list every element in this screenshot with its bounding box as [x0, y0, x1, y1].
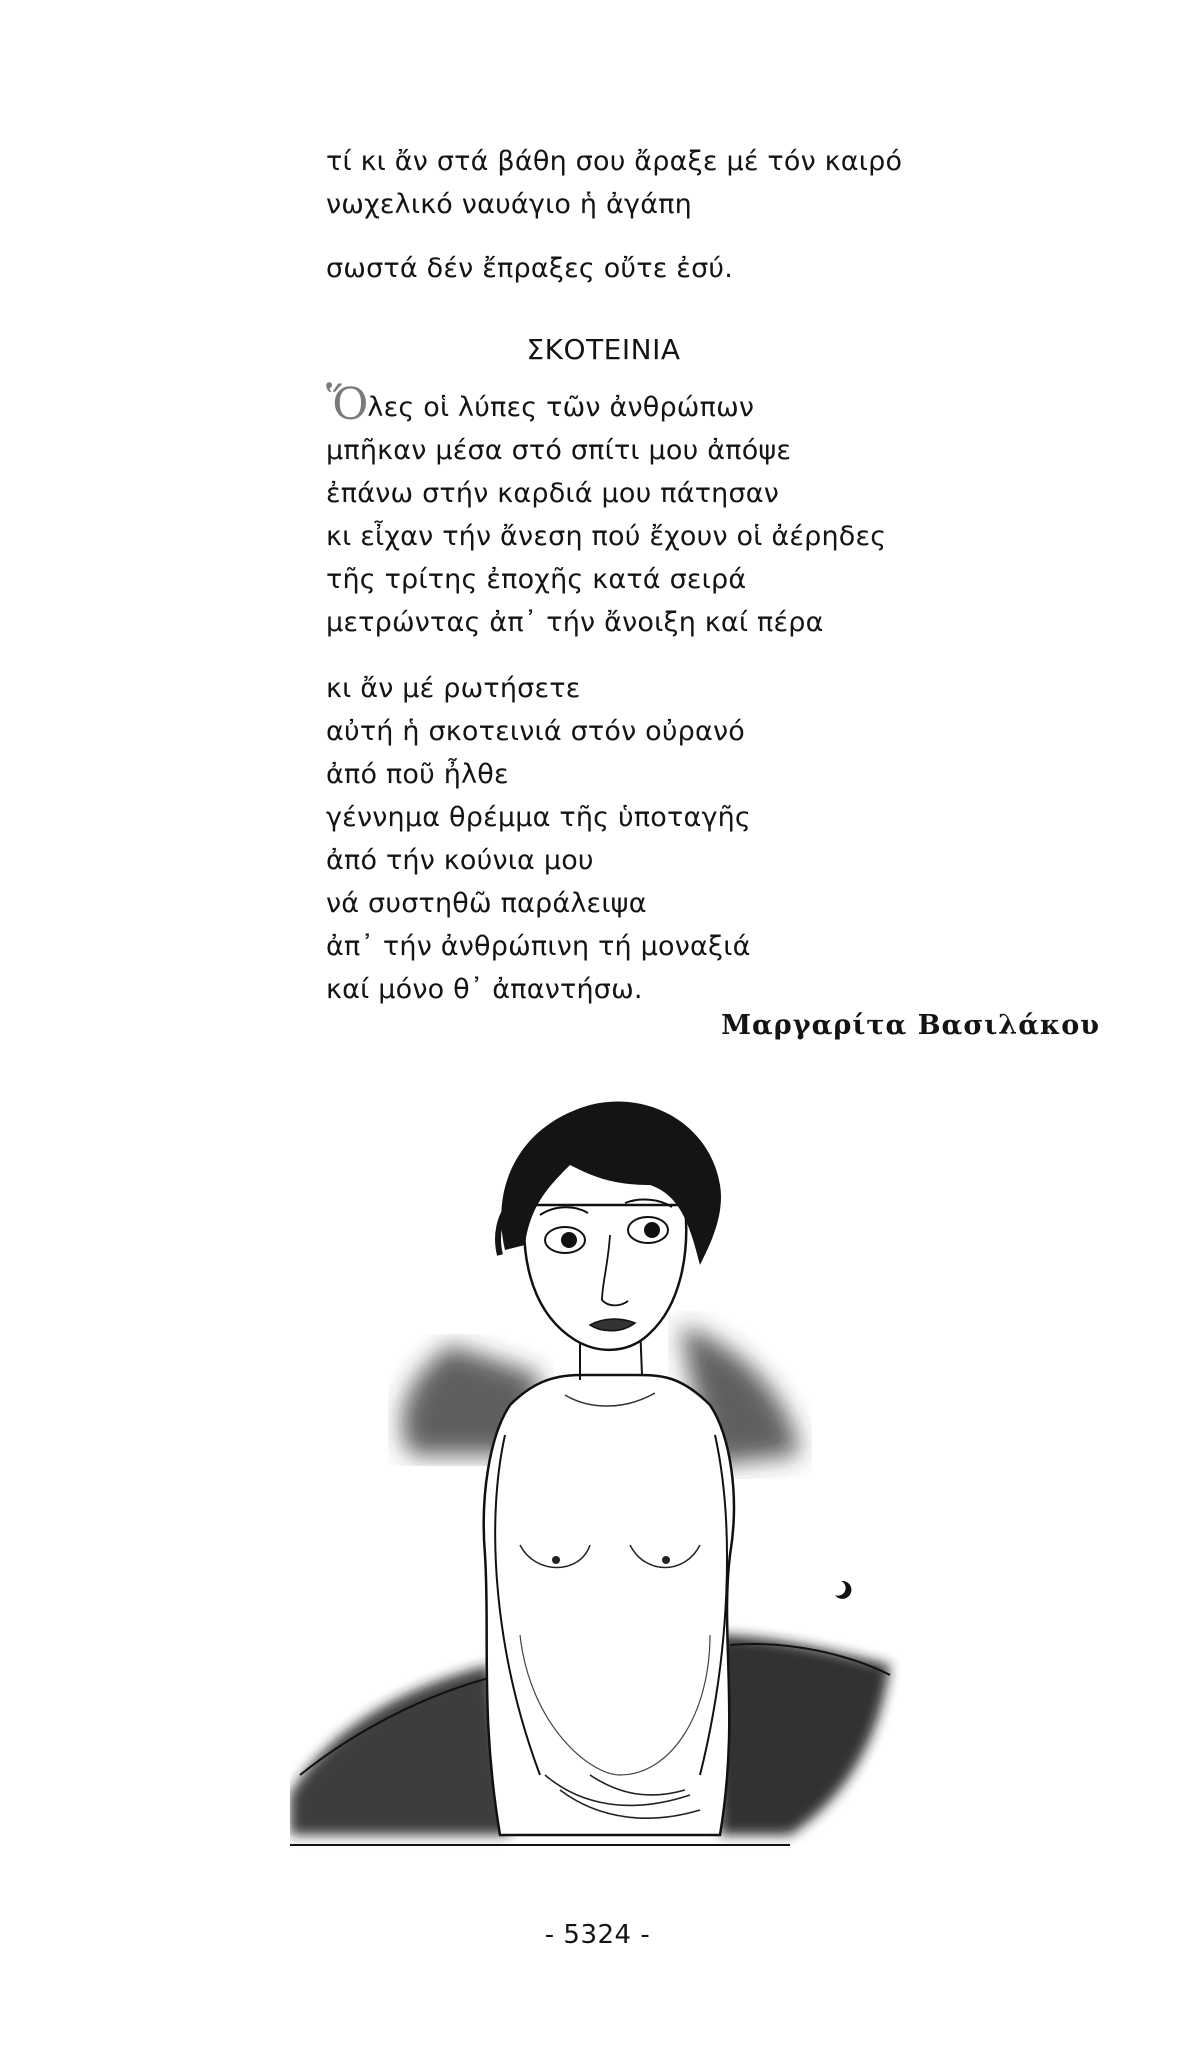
verse-line: μετρώντας ἀπ᾽ τήν ἄνοιξη καί πέρα: [326, 607, 824, 638]
author-name: Μαργαρίτα Βασιλάκου: [721, 1010, 1100, 1041]
verse-line: κι εἶχαν τήν ἄνεση πού ἔχουν οἱ ἀέρηδες: [326, 521, 887, 552]
poem-title: ΣΚΟΤΕΙΝΙΑ: [526, 333, 681, 366]
verse-line: ἀπ᾽ τήν ἀνθρώπινη τή μοναξιά: [326, 931, 751, 962]
intro-closing: [326, 247, 1126, 290]
poem-stanza-1: [326, 379, 1126, 644]
poem-stanza-2: [326, 667, 1126, 1011]
drop-cap: Ὅ: [326, 379, 368, 430]
verse-line: νά συστηθῶ παράλειψα: [326, 888, 647, 919]
figure-body: [484, 1325, 734, 1835]
verse-line: καί μόνο θ᾽ ἀπαντήσω.: [326, 974, 643, 1005]
verse-line: γέννημα θρέμμα τῆς ὑποταγῆς: [326, 802, 751, 833]
intro-stanza: [326, 140, 1126, 226]
first-line-rest: λες οἱ λύπες τῶν ἀνθρώπων: [367, 392, 755, 423]
seated-woman-illustration: [290, 1075, 910, 1855]
verse-line: νωχελικό ναυάγιο ἡ ἀγάπη: [326, 189, 692, 220]
verse-line: ἀπό τήν κούνια μου: [326, 845, 594, 876]
crescent-mark: [835, 1581, 851, 1599]
verse-line: τῆς τρίτης ἐποχῆς κατά σειρά: [326, 564, 747, 595]
verse-line: ἐπάνω στήν καρδιά μου πάτησαν: [326, 478, 780, 509]
figure-head: [498, 1102, 721, 1350]
page-number: - 5324 -: [544, 1920, 651, 1950]
verse-line-first: [326, 379, 1126, 430]
verse-line: κι ἄν μέ ρωτήσετε: [326, 673, 581, 704]
verse-line: αὐτή ἡ σκοτεινιά στόν οὐρανό: [326, 716, 746, 747]
verse-line: σωστά δέν ἔπραξες οὔτε ἐσύ.: [326, 253, 733, 284]
verse-line: ἀπό ποῦ ἦλθε: [326, 759, 509, 790]
verse-line: μπῆκαν μέσα στό σπίτι μου ἀπόψε: [326, 435, 792, 466]
verse-line: τί κι ἄν στά βάθη σου ἄραξε μέ τόν καιρό: [326, 146, 903, 177]
